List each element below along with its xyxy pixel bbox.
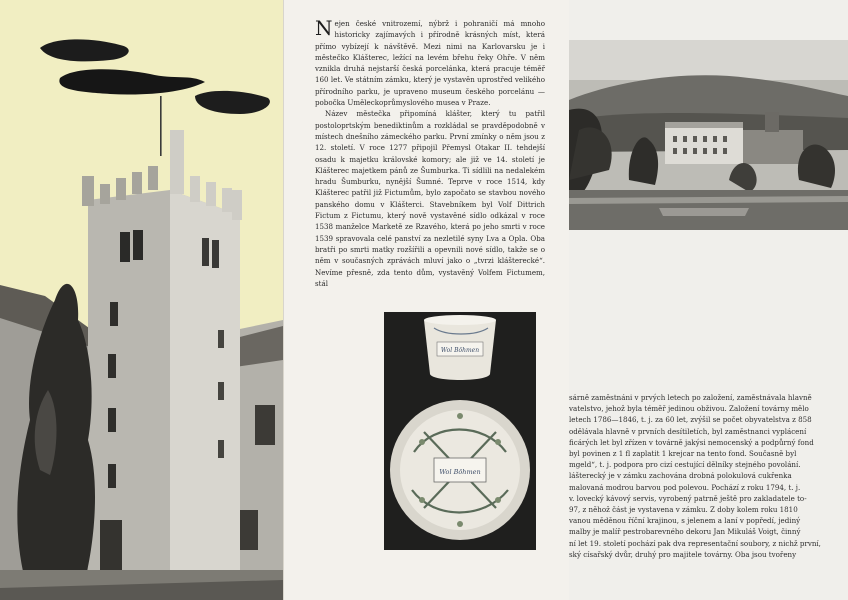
cup-inscription: Wol Böhmen	[440, 347, 480, 354]
right-text-line: byl povinen z 1 fl zaplatit 1 krejcar na tento fond. Současně byl	[569, 449, 797, 459]
dropcap-letter: N	[315, 16, 333, 40]
right-text-line: vatelstvo, jehož byla téměř jedinou obživou. Založení továrny mělo	[569, 404, 809, 414]
right-text-line: letech 1786—1846, t. j. za 60 let, zvýšil se počet obyvatelstva z 858	[569, 415, 812, 425]
paragraph-history: Název městečka připomíná klášter, který tu patřil postoloprtským benediktinům a rozkládal se pravděpodobně v místech dnešního zámeckého parku. První zmínky o něm jsou z 12. století. V roce 1277 připojil Přemysl Otakar II. tehdejší osadu k majetku královské komory; ale již ve 14. století je Klášterec majetkem pánů ze Šumburka. Ti sídlili na nedalekém hradu Šumburku, nynější Šumné. Teprve v roce 1514, kdy Klášterec patřil již Fictumům, bylo započato se stavbou nového panského domu v Klášterci. Stavebníkem byl Volf Dittrich Fictum z Fictumu, který nově vystavěné sídlo odkázal v roce 1538 manželce Marketě ze Rzavého, která po jeho smrti v roce 1539 spravovala celé panství za nezletilé syny Lva a Opla. Oba bratři po smrti matky rozšířili a opevnili nové sídlo, takže se o něm v současných zprávách mluví jako o „tvrzi klášterecké“. Nevíme přesně, zda tento dům, vystavěný Volfem Fictumem, stál	[315, 109, 545, 288]
right-text-line: lášterecký je v zámku zachována drobná polokulová cukřenka	[569, 471, 792, 481]
plate-inscription: Wol Böhmen	[439, 468, 481, 476]
right-text-line: ní let 19. století pochází pak dva representační soubory, z nichž první,	[569, 538, 821, 548]
article-text	[315, 18, 545, 289]
right-text-line: odělávala hlavně v prvních desítiletích, byl zaměstnanci vyplácení	[569, 426, 807, 436]
right-text-line: ský císařský dvůr, druhý pro majitele továrny. Oba jsou tvořeny	[569, 549, 797, 559]
right-text-line: mgeld“, t. j. podpora pro cizí cestující dělníky stejného povolání.	[569, 460, 801, 470]
chateau-building	[665, 126, 743, 164]
left-panel	[0, 0, 283, 600]
right-article-text	[569, 392, 831, 560]
right-text-line: malby je malíř pestrobarevného dekoru Jan Mikuláš Voigt, činný	[569, 527, 801, 537]
right-text-line: malovaná modrou barvou pod polevou. Pochází z roku 1794, t. j.	[569, 482, 801, 492]
paragraph-intro	[315, 18, 545, 108]
chateau-photo	[569, 40, 848, 230]
right-text-line: 97, z něhož část je vystavena v zámku. Z doby kolem roku 1810	[569, 505, 798, 515]
porcelain-photo	[384, 312, 536, 550]
right-text-line: ficárých let byl zřízen v továrně jakýsi nemocenský a podpůrný fond	[569, 437, 814, 447]
right-text-line: vanou měděnou říční krajinou, s jelenem a laní v popředí, jediný	[569, 516, 801, 526]
right-text-line: sárně zaměstnáni v prvých letech po založení, zaměstnávala hlavně	[569, 393, 812, 402]
castle-tower-photo	[0, 0, 283, 600]
right-text-line: v. lovecký kávový servis, vyrobený patrně ještě pro zakladatele to-	[569, 493, 807, 503]
paragraph-intro-text: ejen české vnitrozemí, nýbrž i pohraničí má mnoho historicky zajímavých i přírodně krásných míst, která přímo vybízejí k návštěvě. Mezi nimi na Karlovarsku je i městečko Klášterec, ležící na levém břehu řeky Ohře. V něm vznikla druhá nejstarší česká porcelánka, která pracuje téměř 160 let. Ve státním zámku, který je vystavěn uprostřed velikého přírodního parku, je upraveno museum českého porcelánu — pobočka Uměleckoprůmyslového musea v Praze.	[315, 19, 545, 108]
